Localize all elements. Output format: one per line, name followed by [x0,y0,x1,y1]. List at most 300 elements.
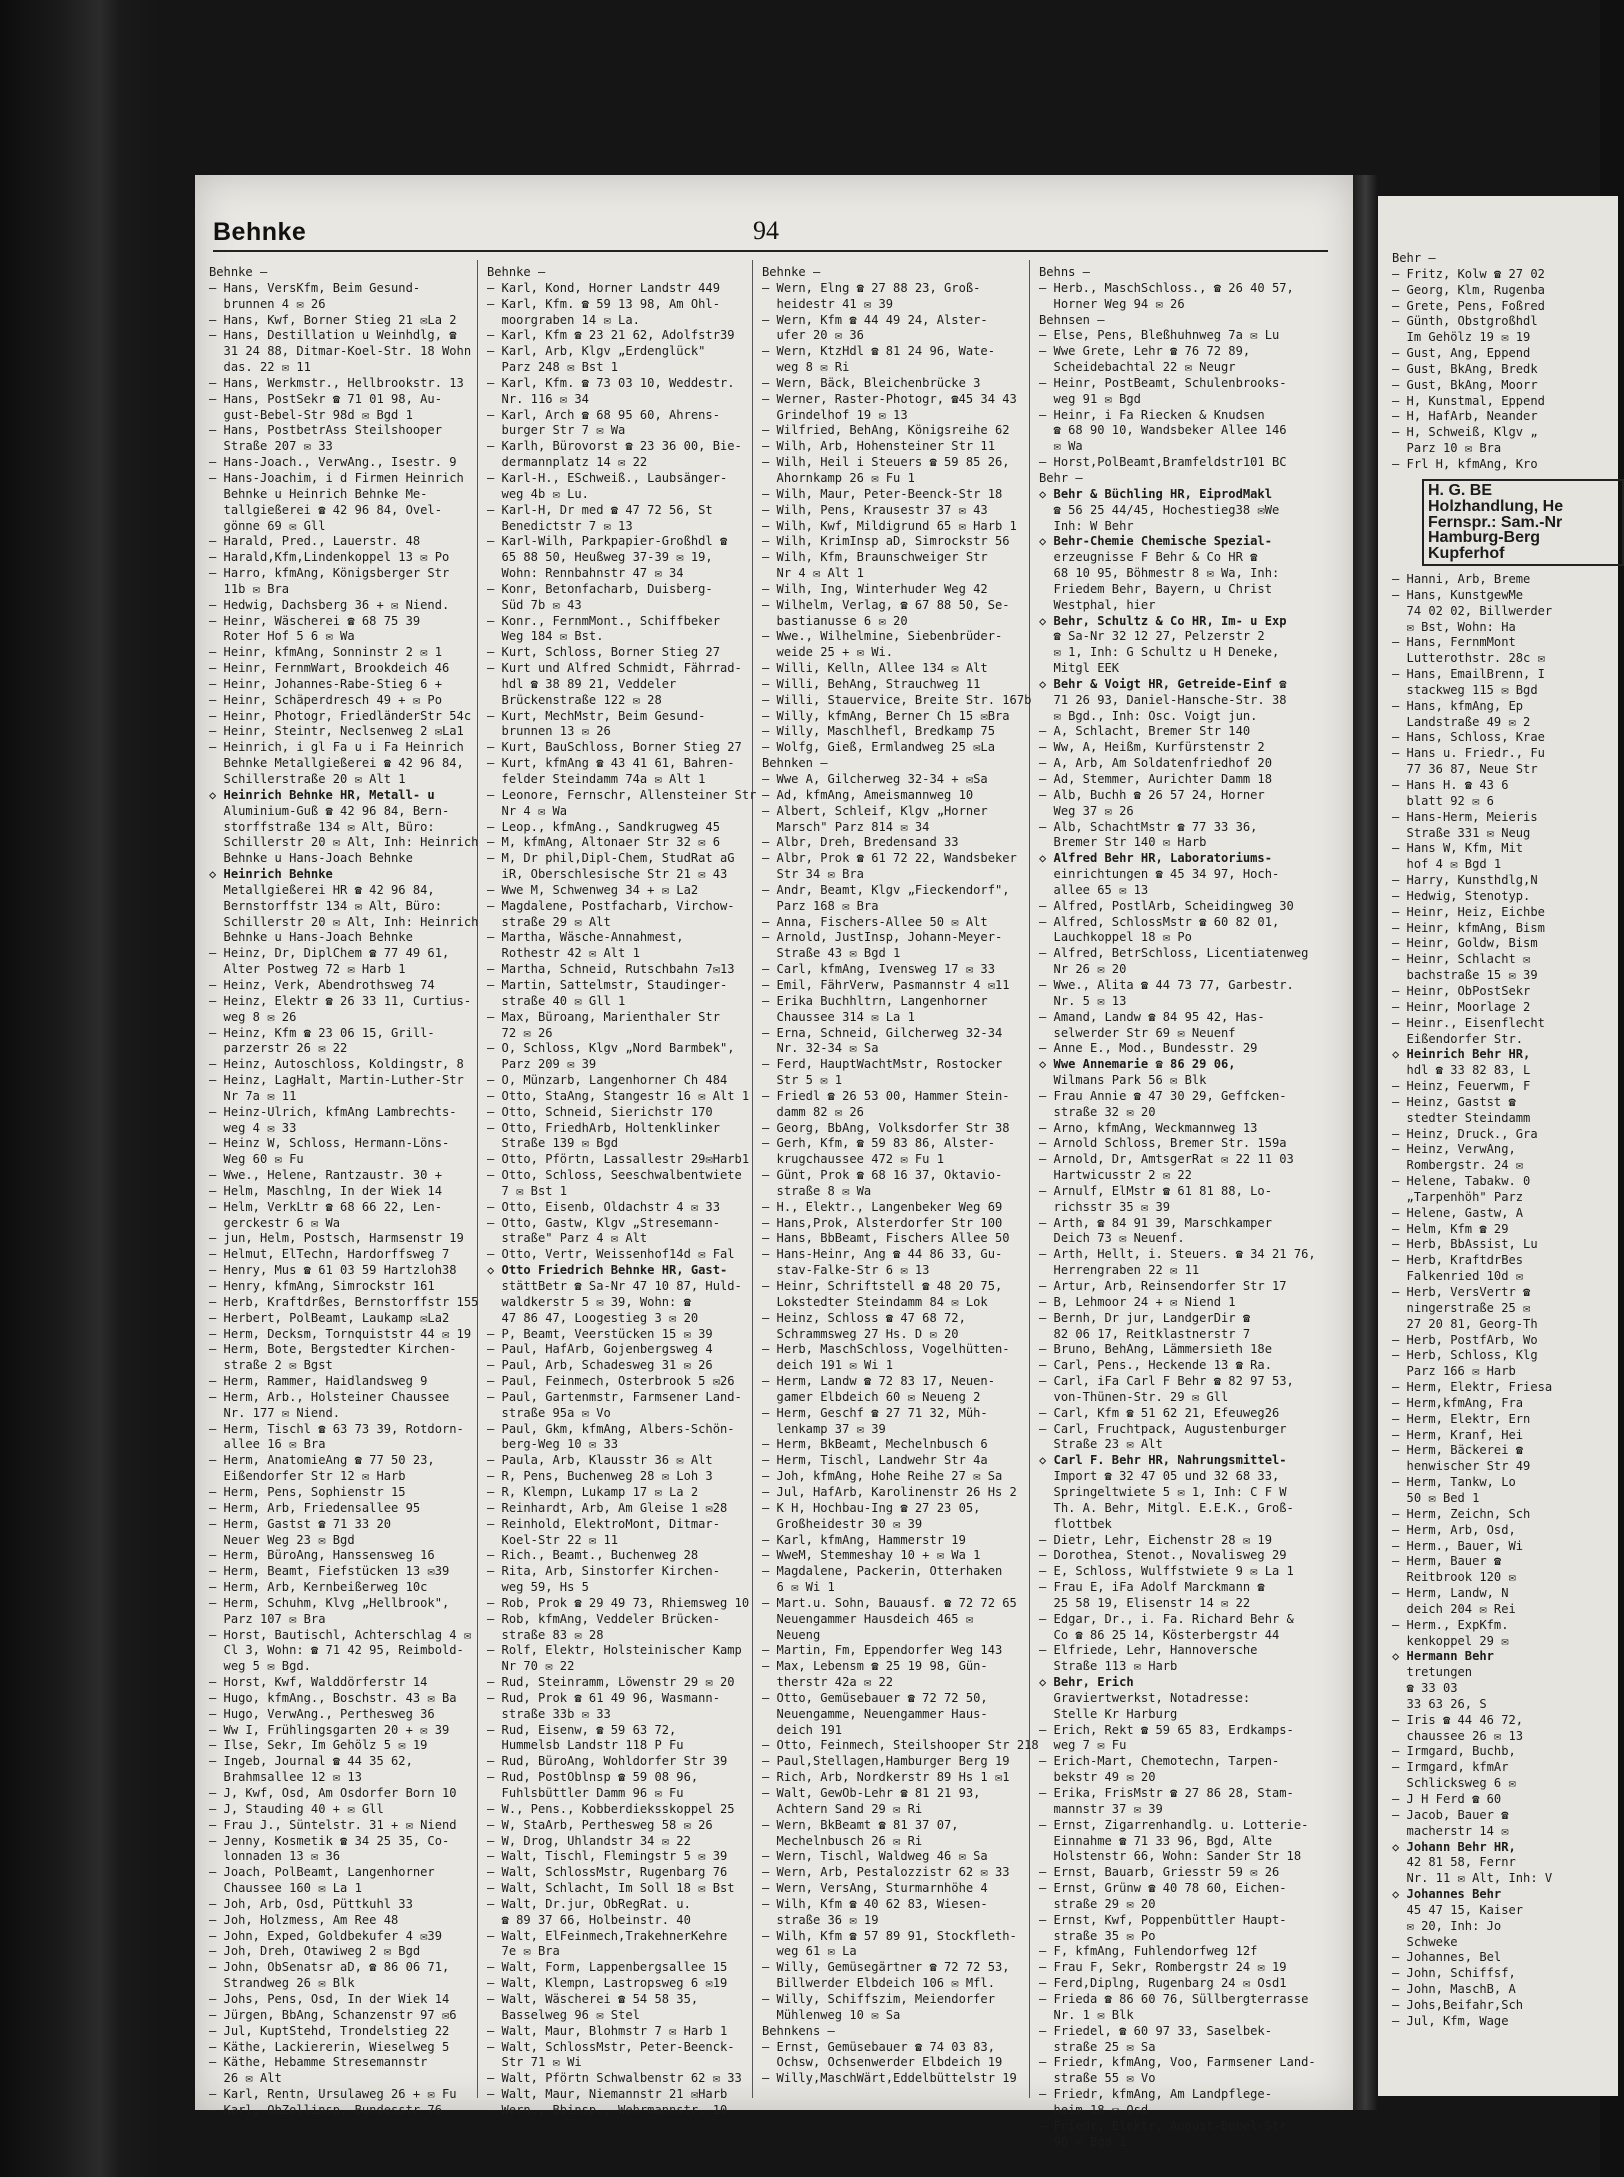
directory-entry-line: — Herm, Elektr, Friesa [1392,1380,1553,1395]
entry-continuation-line: parzerstr 26 ✉ 22 [209,1041,348,1056]
entry-continuation-line: Parz 166 ✉ Harb [1392,1364,1516,1379]
entry-continuation-line: waldkerstr 5 ✉ 39, Wohn: ☎ [487,1294,691,1309]
directory-entry-line: — Walt, GewOb-Lehr ☎ 81 21 93, [762,1786,981,1800]
directory-entry-line: — Joh, Holzmess, Am Ree 48 [209,1912,399,1927]
directory-entry-line: — Artur, Arb, Reinsendorfer Str 17 [1039,1279,1287,1293]
directory-entry-line: — Heinr, Goldw, Bism [1392,936,1538,951]
directory-entry-line: — Herb, Schloss, Klg [1392,1348,1538,1363]
entry-continuation-line: Nr. 32-34 ✉ Sa [762,1041,879,1056]
directory-entry-line: — Heinz, Verk, Abendrothsweg 74 [209,977,435,992]
entry-continuation-line: Parz 107 ✉ Bra [209,1611,326,1626]
entry-continuation-line: heim 18 ✉ Osd [1039,2102,1149,2117]
entry-continuation-line: Nr 7a ✉ 11 [209,1088,297,1103]
directory-entry-line: — R, Klempn, Lukamp 17 ✉ La 2 [487,1484,699,1499]
entry-continuation-line: weide 25 + ✉ Wi. [762,645,894,660]
directory-entry-line: — Karl, Arch ☎ 68 95 60, Ahrens- [487,407,720,422]
entry-continuation-line: Cl 3, Wohn: ☎ 71 42 95, Reimbold- [209,1643,464,1658]
directory-entry-line: — Herm, Geschf ☎ 27 71 32, Müh- [762,1405,988,1420]
directory-entry-line: — Karl, Kfm. ☎ 59 13 98, Am Ohl- [487,296,720,311]
directory-entry-line: — Frieda ☎ 86 60 76, Süllbergterrasse [1039,1991,1309,2006]
directory-entry-line: — Magdalene, Postfacharb, Virchow- [487,898,735,913]
entry-continuation-line: Graviertwerkst, Notadresse: [1039,1690,1251,1705]
directory-entry-line: — Willy, Maschlhefl, Bredkamp 75 [762,724,995,739]
directory-entry-line: — Otto, Pförtn, Lassallestr 29✉Harb1 [487,1152,750,1167]
entry-continuation-line: 65 88 50, Heußweg 37-39 ✉ 19, [487,550,713,565]
directory-entry-line: — Hans, KunstgewMe [1392,587,1524,602]
directory-entry-line: — WweM, Stemmeshay 10 + ✉ Wa 1 [762,1548,981,1563]
entry-continuation-line: straße 25 ✉ Sa [1039,2039,1156,2054]
directory-entry-line: — Hanni, Arb, Breme [1392,572,1531,587]
entry-continuation-line: Nr. 11 ✉ Alt, Inh: V [1392,1871,1553,1886]
directory-entry-line: — Hans, Destillation u Weinhdlg, ☎ [209,328,457,343]
directory-column-1 [209,265,479,2117]
entry-continuation-line: Süd 7b ✉ 43 [487,597,582,612]
directory-entry-line: — Ww, A, Heißm, Kurfürstenstr 2 [1039,740,1265,755]
directory-entry-line: — Walt, Form, Lappenbergsallee 15 [487,1960,728,1975]
entry-continuation-line: Stelle Kr Harburg [1039,1706,1178,1721]
directory-entry-line: — Herm, Zeichn, Sch [1392,1506,1531,1521]
directory-entry-line: — Wern, Tischl, Waldweg 46 ✉ Sa [762,1849,988,1864]
directory-entry-line: — Ww I, Frühlingsgarten 20 + ✉ 39 [209,1722,450,1737]
directory-entry-line: — Wern, VersAng, Sturmarnhöhe 4 [762,1881,988,1896]
directory-entry-line: — Hans, kfmAng, Ep [1392,698,1524,713]
directory-entry-line: — Herm, Decksm, Tornquiststr 44 ✉ 19 [209,1326,472,1341]
entry-continuation-line: ufer 20 ✉ 36 [762,328,864,343]
directory-entry-line: — Johs,Beifahr,Sch [1392,1997,1524,2012]
directory-entry-line: — Magdalene, Packerin, Otterhaken [762,1564,1003,1579]
column-divider [477,260,478,2098]
directory-entry-line: — Harald,Kfm,Lindenkoppel 13 ✉ Po [209,550,450,565]
entry-continuation-line: Benedictstr 7 ✉ 13 [487,518,633,533]
directory-entry-line: Behnke — [762,265,821,279]
directory-entry-line: — Herb., MaschSchloss., ☎ 26 40 57, [1039,280,1294,295]
directory-entry-line: ◇ Behr, Schultz & Co HR, Im- u Exp [1039,613,1287,628]
entry-continuation-line: ✉ Wa [1039,439,1083,454]
directory-entry-line: — Arth, Hellt, i. Steuers. ☎ 34 21 76, [1039,1247,1316,1262]
directory-entry-line: — Wilh, Maur, Peter-Beenck-Str 18 [762,486,1003,501]
directory-entry-line: — Arnold Schloss, Bremer Str. 159a [1039,1136,1287,1151]
entry-continuation-line: Ahornkamp 26 ✉ Fu 1 [762,470,915,485]
entry-continuation-line: allee 65 ✉ 13 [1039,882,1149,897]
directory-entry-line: — Wern, Bäck, Bleichenbrücke 3 [762,375,981,390]
entry-continuation-line: Falkenried 10d ✉ [1392,1269,1524,1284]
entry-continuation-line: ningerstraße 25 ✉ [1392,1300,1531,1315]
directory-entry-line: — Otto, StaAng, Stangestr 16 ✉ Alt 1 [487,1088,750,1103]
directory-entry-line: — Rob, kfmAng, Veddeler Brücken- [487,1611,720,1626]
directory-entry-line: — Konr., FernmMont., Schiffbeker [487,613,720,628]
entry-continuation-line: hdl ☎ 38 89 21, Veddeler [487,676,677,691]
entry-continuation-line: 74 02 02, Billwerder [1392,603,1553,618]
directory-entry-line: — Wilh, Kfm, Braunschweiger Str [762,550,988,565]
directory-entry-line: — Herbert, PolBeamt, Laukamp ✉La2 [209,1310,450,1325]
directory-entry-line: — Heinz, Feuerwm, F [1392,1079,1531,1094]
entry-continuation-line: Alter Postweg 72 ✉ Harb 1 [209,962,406,977]
entry-continuation-line: Rombergstr. 24 ✉ [1392,1158,1524,1173]
directory-entry-line: — Frau Annie ☎ 47 30 29, Geffcken- [1039,1088,1287,1103]
entry-continuation-line: allee 16 ✉ Bra [209,1437,326,1452]
directory-entry-line: — Wwe., Helene, Rantzaustr. 30 + [209,1168,442,1183]
entry-continuation-line: Wilmans Park 56 ✉ Blk [1039,1073,1207,1088]
entry-continuation-line: dermannplatz 14 ✉ 22 [487,455,648,470]
directory-entry-line: — Wilh, Kwf, Mildigrund 65 ✉ Harb 1 [762,518,1017,533]
directory-entry-line: — Herb, MaschSchloss, Vogelhütten- [762,1342,1010,1357]
entry-continuation-line: Im Gehölz 19 ✉ 19 [1392,330,1531,345]
entry-continuation-line: bachstraße 15 ✉ 39 [1392,968,1538,983]
entry-continuation-line: stättBetr ☎ Sa-Nr 47 10 87, Huld- [487,1279,742,1293]
directory-entry-line: — Heinr, i Fa Riecken & Knudsen [1039,407,1265,422]
directory-entry-line: — Wwe., Alita ☎ 44 73 77, Garbestr. [1039,977,1294,992]
entry-continuation-line: Nr 4 ✉ Wa [487,803,568,818]
directory-entry-line: — Heinz, Autoschloss, Koldingstr, 8 [209,1057,464,1072]
entry-continuation-line: Achtern Sand 29 ✉ Ri [762,1801,923,1816]
directory-entry-line: — Alb, Buchh ☎ 26 57 24, Horner [1039,787,1265,802]
directory-entry-line: — E, Schloss, Wulffstwiete 9 ✉ La 1 [1039,1564,1294,1579]
entry-continuation-line: Th. A. Behr, Mitgl. E.E.K., Groß- [1039,1500,1294,1515]
directory-entry-line: — Herm, AnatomieAng ☎ 77 50 23, [209,1453,435,1468]
directory-entry-line: — Herm., ExpKfm. [1392,1617,1509,1632]
directory-entry-line: — A, Arb, Am Soldatenfriedhof 20 [1039,756,1272,771]
entry-continuation-line: therstr 42a ✉ 22 [762,1675,894,1690]
directory-entry-line: — Herm., Bauer, Wi [1392,1538,1524,1553]
directory-entry-line: — Albr, Prok ☎ 61 72 22, Wandsbeker [762,851,1017,866]
directory-entry-line: — Friedr, kfmAng, Am Landpflege- [1039,2087,1272,2102]
directory-entry-line: — Walt, Maur, Niemannstr 21 ✉Harb [487,2087,728,2102]
directory-entry-line: — Wilh, Heil i Steuers ☎ 59 85 26, [762,455,1010,470]
directory-entry-line: — Horst, Kwf, Walddörferstr 14 [209,1675,428,1690]
entry-continuation-line: ✉ Bgd., Inh: Osc. Voigt jun. [1039,708,1258,723]
directory-entry-line: — Georg, Klm, Rugenba [1392,282,1545,297]
directory-entry-line: — Joh, Dreh, Otawiweg 2 ✉ Bgd [209,1944,421,1959]
directory-entry-line: — Ernst, Gemüsebauer ☎ 74 03 83, [762,2039,995,2054]
entry-continuation-line: Metallgießerei HR ☎ 42 96 84, [209,882,435,897]
directory-entry-line: — Helmut, ElTechn, Hardorffsweg 7 [209,1247,450,1262]
directory-entry-line: — Heinz, Druck., Gra [1392,1126,1538,1141]
page-header [213,210,1328,250]
directory-entry-line: — Kurt, MechMstr, Beim Gesund- [487,708,706,723]
directory-entry-line: — Anna, Fischers-Allee 50 ✉ Alt [762,914,988,929]
directory-entry-line: — Heinz, Dr, DiplChem ☎ 77 49 61, [209,946,450,961]
entry-continuation-line: Weg 184 ✉ Bst. [487,629,604,644]
entry-continuation-line: Horner Weg 94 ✉ 26 [1039,296,1185,311]
entry-continuation-line: Parz 209 ✉ 39 [487,1057,597,1072]
entry-continuation-line: Parz 10 ✉ Bra [1392,441,1502,456]
entry-continuation-line: Behnke u Hans-Joach Behnke [209,930,413,945]
entry-continuation-line: erzeugnisse F Behr & Co HR ☎ [1039,550,1258,565]
entry-continuation-line: 25 58 19, Elisenstr 14 ✉ 22 [1039,1595,1251,1610]
directory-entry-line: Behnke — [487,265,546,279]
directory-entry-line: — Paul, Arb, Schadesweg 31 ✉ 26 [487,1358,713,1373]
directory-entry-line: — Heinz, Gastst ☎ [1392,1094,1516,1109]
directory-entry-line: — Alfred, SchlossMstr ☎ 60 82 01, [1039,914,1280,929]
entry-continuation-line: tretungen [1392,1665,1473,1680]
entry-continuation-line: Nr 70 ✉ 22 [487,1659,575,1674]
directory-entry-line: — Kurt, kfmAng ☎ 43 41 61, Bahren- [487,756,735,771]
directory-entry-line: — Wwe M, Schwenweg 34 + ✉ La2 [487,882,699,897]
directory-entry-line: — Otto, Gemüsebauer ☎ 72 72 50, [762,1690,988,1705]
entry-continuation-line: bastianusse 6 ✉ 20 [762,613,908,628]
directory-entry-line: — Reinhardt, Arb, Am Gleise 1 ✉28 [487,1500,728,1515]
entry-continuation-line: 26 ✉ Alt [209,2071,282,2086]
entry-continuation-line: Hartwicusstr 2 ✉ 22 [1039,1168,1192,1183]
entry-continuation-line: macherstr 14 ✉ [1392,1823,1509,1838]
entry-continuation-line: straße 36 ✉ 19 [762,1912,879,1927]
entry-continuation-line: weg 61 ✉ La [762,1944,857,1959]
directory-entry-line: — Harry, Kunsthdlg,N [1392,873,1538,888]
entry-continuation-line: Behnke u Heinrich Behnke Me- [209,486,428,501]
entry-continuation-line: blatt 92 ✉ 6 [1392,793,1494,808]
entry-continuation-line: gust-Bebel-Str 98d ✉ Bgd 1 [209,407,413,422]
directory-entry-line: — Erika, FrisMstr ☎ 27 86 28, Stam- [1039,1786,1294,1800]
directory-entry-line: — Werner, Raster-Photogr, ☎45 34 43 [762,391,1017,406]
directory-entry-line: — Erna, Schneid, Gilcherweg 32-34 [762,1025,1003,1040]
directory-entry-line: — Paula, Arb, Klausstr 36 ✉ Alt [487,1453,713,1468]
entry-continuation-line: Straße 331 ✉ Neug [1392,825,1531,840]
entry-continuation-line: iR, Oberschlesische Str 21 ✉ 43 [487,867,728,882]
directory-entry-line: — H, Kunstmal, Eppend [1392,393,1545,408]
entry-continuation-line: weg 7 ✉ Fu [1039,1738,1127,1753]
directory-entry-line: — Reinhold, ElektroMont, Ditmar- [487,1516,720,1531]
directory-entry-line: — Herm, Bote, Bergstedter Kirchen- [209,1342,457,1357]
entry-continuation-line: weg 59, Hs 5 [487,1580,589,1595]
directory-entry-line: — Emil, FährVerw, Pasmannstr 4 ✉11 [762,977,1010,992]
entry-continuation-line: Import ☎ 32 47 05 und 32 68 33, [1039,1469,1280,1484]
directory-entry-line: — Otto, FriedhArb, Holtenklinker [487,1120,720,1135]
entry-continuation-line: Nr 26 ✉ 20 [1039,962,1127,977]
directory-entry-line: — Karl-H., ESchweiß., Laubsänger- [487,470,728,485]
entry-continuation-line: 7 ✉ Bst 1 [487,1183,568,1198]
entry-continuation-line: heidestr 41 ✉ 39 [762,296,894,311]
entry-continuation-line: 45 47 15, Kaiser [1392,1902,1524,1917]
directory-entry-line: — O, Münzarb, Langenhorner Ch 484 [487,1073,728,1088]
entry-continuation-line: 77 36 87, Neue Str [1392,762,1538,777]
directory-entry-line: — Karl, Kfm. ☎ 73 03 10, Weddestr. [487,375,735,390]
directory-entry-line: — Jul, HafArb, Karolinenstr 26 Hs 2 [762,1484,1017,1499]
directory-entry-line: — Otto, Schneid, Sierichstr 170 [487,1104,713,1119]
entry-continuation-line: Neuengamme, Neuengammer Haus- [762,1706,988,1721]
entry-continuation-line: Nr. 177 ✉ Niend. [209,1405,341,1420]
directory-entry-line: — J H Ferd ☎ 60 [1392,1792,1502,1806]
directory-entry-line: — Wern, BkBeamt ☎ 81 37 07, [762,1817,959,1832]
directory-entry-line: — Heinr, Heiz, Eichbe [1392,904,1545,919]
entry-continuation-line: Straße 207 ✉ 33 [209,439,333,454]
directory-entry-line: — Irmgard, kfmAr [1392,1760,1509,1775]
entry-continuation-line: Co ☎ 86 25 14, Kösterbergstr 44 [1039,1627,1280,1642]
directory-entry-line: — Wilh, Ing, Winterhuder Weg 42 [762,581,988,596]
entry-continuation-line: das. 22 ✉ 11 [209,360,311,375]
entry-continuation-line: Straße 43 ✉ Bgd 1 [762,946,901,961]
directory-entry-line: — Karl, kfmAng, Hammerstr 19 [762,1532,966,1547]
directory-entry-line: — Willy, kfmAng, Berner Ch 15 ✉Bra [762,708,1010,723]
entry-continuation-line: 33 63 26, S [1392,1696,1487,1711]
directory-entry-line: — Gust, Ang, Eppend [1392,346,1531,361]
directory-entry-line: — Wwe A, Gilcherweg 32-34 + ✉Sa [762,772,988,786]
directory-entry-line: — Otto, Schloss, Seeschwalbentwiete [487,1168,742,1183]
entry-continuation-line: bekstr 49 ✉ 20 [1039,1770,1156,1785]
directory-entry-line: — Ernst, Kwf, Poppenbüttler Haupt- [1039,1912,1287,1927]
directory-entry-line: — Heinr., Eisenflecht [1392,1015,1545,1030]
entry-continuation-line: hof 4 ✉ Bgd 1 [1392,857,1502,872]
directory-entry-line: — Walt, Schlacht, Im Soll 18 ✉ Bst [487,1881,735,1896]
directory-entry-line: — Ernst, Zigarrenhandlg. u. Lotterie- [1039,1817,1309,1832]
directory-entry-line: — Elfriede, Lehr, Hannoversche [1039,1643,1258,1658]
directory-entry-line: — Walt, Tischl, Flemingstr 5 ✉ 39 [487,1849,728,1864]
directory-entry-line: — Albr, Dreh, Bredensand 33 [762,835,959,850]
directory-entry-line: — Frau J., Süntelstr. 31 + ✉ Niend [209,1817,457,1832]
directory-column-4 [1039,265,1316,2149]
directory-entry-line: — Kurt, Schloss, Borner Stieg 27 [487,645,720,660]
directory-entry-line: — Carl, Fruchtpack, Augustenburger [1039,1421,1287,1436]
entry-continuation-line: ☎ 33 03 [1392,1681,1458,1696]
directory-entry-line: — Hans W, Kfm, Mit [1392,841,1524,856]
directory-entry-line: — Irmgard, Buchb, [1392,1744,1516,1759]
directory-entry-line: ◇ Behr & Voigt HR, Getreide-Einf ☎ [1039,676,1287,691]
entry-continuation-line: Aluminium-Guß ☎ 42 96 84, Bern- [209,803,450,818]
directory-entry-line: — Albert, Schleif, Klgv „Horner [762,803,988,818]
directory-entry-line: — H, Schweiß, Klgv „ [1392,425,1538,440]
entry-continuation-line: Nr. 5 ✉ 13 [1039,993,1127,1008]
directory-entry-line: — Walt, SchlossMstr, Peter-Beenck- [487,2039,735,2054]
directory-entry-line: — Iris ☎ 44 46 72, [1392,1712,1524,1727]
entry-continuation-line: straße 8 ✉ Wa [762,1183,872,1198]
directory-entry-line: — Helm, Maschlng, In der Wiek 14 [209,1183,442,1198]
entry-continuation-line: stav-Falke-Str 6 ✉ 13 [762,1263,930,1278]
entry-continuation-line: straße 95a ✉ Vo [487,1405,611,1420]
entry-continuation-line: Strandweg 26 ✉ Blk [209,1976,355,1991]
directory-entry-line: — Wilhelm, Verlag, ☎ 67 88 50, Se- [762,597,1010,612]
directory-entry-line: ◇ Heinrich Behr HR, [1392,1047,1531,1062]
directory-entry-line: — Herm, Bauer ☎ [1392,1554,1502,1569]
directory-entry-line: — Harro, kfmAng, Königsberger Str [209,566,450,581]
directory-entry-line: — Ad, kfmAng, Ameismannweg 10 [762,787,974,802]
directory-entry-line: — Henry, Mus ☎ 61 03 59 Hartzloh38 [209,1263,457,1278]
directory-entry-line: — Otto, Feinmech, Steilshooper Str 218 [762,1738,1039,1753]
directory-entry-line: — Herm, Rammer, Haidlandsweg 9 [209,1374,428,1389]
directory-entry-line: — Otto, Eisenb, Oldachstr 4 ✉ 33 [487,1199,720,1214]
directory-entry-line: — Wern, Arb, Pestalozzistr 62 ✉ 33 [762,1865,1010,1880]
entry-continuation-line: mannstr 37 ✉ 39 [1039,1801,1163,1816]
directory-entry-line: — Walt, Pförtn Schwalbenstr 62 ✉ 33 [487,2071,742,2086]
directory-page [195,175,1353,2149]
entry-continuation-line: straße" Parz 4 ✉ Alt [487,1231,648,1246]
entry-continuation-line: straße 33b ✉ 33 [487,1706,611,1721]
directory-entry-line: — Karl, Arb, Klgv „Erdenglück" [487,344,706,359]
entry-continuation-line: Brahmsallee 12 ✉ 13 [209,1770,362,1785]
directory-entry-line: — W, StaArb, Perthesweg 58 ✉ 26 [487,1817,713,1832]
directory-entry-line: — Jacob, Bauer ☎ [1392,1807,1509,1822]
entry-continuation-line: Ochsw, Ochsenwerder Elbdeich 19 [762,2055,1003,2070]
entry-continuation-line: Rothestr 42 ✉ Alt 1 [487,946,640,961]
directory-entry-line: — Wilfried, BehAng, Königsreihe 62 [762,423,1010,438]
entry-continuation-line: Weg 60 ✉ Fu [209,1152,304,1167]
entry-continuation-line: Weg 37 ✉ 26 [1039,803,1134,818]
entry-continuation-line: Bremer Str 140 ✉ Harb [1039,835,1207,850]
directory-entry-line: — Rob, Prok ☎ 29 49 73, Rhiemsweg 10 [487,1595,750,1610]
directory-entry-line: — Willi, Stauervice, Breite Str. 167b [762,692,1032,707]
entry-continuation-line: Nr 4 ✉ Alt 1 [762,566,864,581]
entry-continuation-line: Schillerstr 20 ✉ Alt, Inh: Heinrich [209,914,479,929]
directory-entry-line: — H., Elektr., Langenbeker Weg 69 [762,1199,1003,1214]
entry-continuation-line: Chaussee 160 ✉ La 1 [209,1881,362,1896]
entry-continuation-line: straße 55 ✉ Vo [1039,2071,1156,2086]
directory-entry-line: Behnken — [762,756,828,771]
directory-column-3 [762,265,1039,2100]
entry-continuation-line: moorgraben 14 ✉ La. [487,312,640,327]
entry-continuation-line: straße 29 ✉ Alt [487,914,611,929]
entry-continuation-line: Behnke u Hans-Joach Behnke [209,851,413,866]
entry-continuation-line: stackweg 115 ✉ Bgd [1392,682,1538,697]
directory-entry-line: — Wilh, KrimInsp aD, Simrockstr 56 [762,534,1010,549]
entry-continuation-line: ✉ Bst, Wohn: Ha [1392,619,1516,634]
entry-continuation-line: 72 ✉ 26 [487,1025,553,1040]
directory-entry-line: — Wilh, Pens, Krausestr 37 ✉ 43 [762,502,988,517]
directory-entry-line: — Kurt, BauSchloss, Borner Stieg 27 [487,740,742,755]
directory-entry-line: — Käthe, Lackiererin, Wieselweg 5 [209,2039,450,2054]
directory-entry-line: — Rich., Beamt., Buchenweg 28 [487,1548,699,1563]
directory-entry-line: — Wwe Grete, Lehr ☎ 76 72 89, [1039,344,1251,359]
directory-entry-line: — W, Drog, Uhlandstr 34 ✉ 22 [487,1833,691,1848]
entry-continuation-line: chaussee 26 ✉ 13 [1392,1728,1524,1743]
entry-continuation-line: Parz 248 ✉ Bst 1 [487,360,619,375]
entry-continuation-line: Wohn: Rennbahnstr 47 ✉ 34 [487,566,684,581]
directory-entry-line: — Wilh, Arb, Hohensteiner Str 11 [762,439,995,454]
header-rule [213,250,1328,252]
directory-entry-line: — Erich, Rekt ☎ 59 65 83, Erdkamps- [1039,1722,1294,1737]
entry-continuation-line: Schweke [1392,1934,1458,1949]
entry-continuation-line: 68 10 95, Böhmestr 8 ✉ Wa, Inh: [1039,566,1280,581]
directory-entry-line: — Paul, Feinmech, Osterbrook 5 ✉26 [487,1374,735,1389]
directory-entry-line: — Heinz, LagHalt, Martin-Luther-Str [209,1073,464,1088]
entry-continuation-line: Lauchkoppel 18 ✉ Po [1039,930,1192,945]
entry-continuation-line: 82 06 17, Reitklastnerstr 7 [1039,1326,1251,1341]
entry-continuation-line: gerckestr 6 ✉ Wa [209,1215,341,1230]
directory-entry-line: — Hedwig, Dachsberg 36 + ✉ Niend. [209,597,450,612]
directory-entry-line: — Herm, Landw, N [1392,1586,1509,1601]
directory-entry-line: — Friedr, Elektr, August-Bebel-Str [1039,2118,1287,2133]
directory-entry-line: — Carl, kfmAng, Ivensweg 17 ✉ 33 [762,962,995,977]
directory-entry-line: — Jul, KuptStehd, Trondelstieg 22 [209,2023,450,2038]
advertisement-box [1422,479,1624,566]
directory-entry-line: — Heinz-Ulrich, kfmAng Lambrechts- [209,1104,457,1119]
entry-continuation-line: Billwerder Elbdeich 106 ✉ Mfl. [762,1976,995,1991]
directory-entry-line: — jun, Helm, Postsch, Harmsenstr 19 [209,1231,464,1246]
entry-continuation-line: Roter Hof 5 6 ✉ Wa [209,629,355,644]
directory-entry-line: — John, Exped, Goldbekufer 4 ✉39 [209,1928,442,1943]
entry-continuation-line: Str 71 ✉ Wi [487,2055,582,2070]
directory-entry-line: — Ingeb, Journal ☎ 44 35 62, [209,1754,413,1769]
directory-entry-line: ◇ Wwe Annemarie ☎ 86 29 06, [1039,1057,1236,1072]
directory-entry-line: — Martin, Sattelmstr, Staudinger- [487,977,728,992]
directory-entry-line: — Helene, Tabakw. 0 [1392,1174,1531,1189]
directory-entry-line: ◇ Carl F. Behr HR, Nahrungsmittel- [1039,1453,1287,1468]
adjacent-page-column [1392,251,1622,2091]
directory-entry-line: — R, Pens, Buchenweg 28 ✉ Loh 3 [487,1469,713,1484]
entry-continuation-line: straße 32 ✉ 20 [1039,1104,1156,1119]
directory-entry-line: — Martha, Wäsche-Annahmest, [487,930,684,945]
entry-continuation-line: Schillerstr 20 ✉ Alt, Inh: Heinrich [209,835,479,850]
entry-continuation-line: Großheidestr 30 ✉ 39 [762,1516,923,1531]
directory-entry-line: — Herm, Schuhm, Klvg „Hellbrook", [209,1595,450,1610]
directory-entry-line: — Helm, VerkLtr ☎ 68 66 22, Len- [209,1199,442,1214]
directory-entry-line: — Helm, Kfm ☎ 29 [1392,1221,1509,1236]
entry-continuation-line: Straße 23 ✉ Alt [1039,1437,1163,1452]
directory-entry-line: — Ferd, HauptWachtMstr, Rostocker [762,1057,1003,1072]
directory-entry-line: — Carl, Pens., Heckende 13 ☎ Ra. [1039,1358,1272,1373]
directory-entry-line: — Jenny, Kosmetik ☎ 34 25 35, Co- [209,1833,450,1848]
directory-entry-line: — Günt, Prok ☎ 68 16 37, Oktavio- [762,1168,1003,1183]
directory-entry-line: — Karlh, Bürovorst ☎ 23 36 00, Bie- [487,439,742,454]
directory-entry-line: Behnke — [209,265,268,279]
directory-entry-line: — Rud, Prok ☎ 61 49 96, Wasmann- [487,1690,720,1705]
